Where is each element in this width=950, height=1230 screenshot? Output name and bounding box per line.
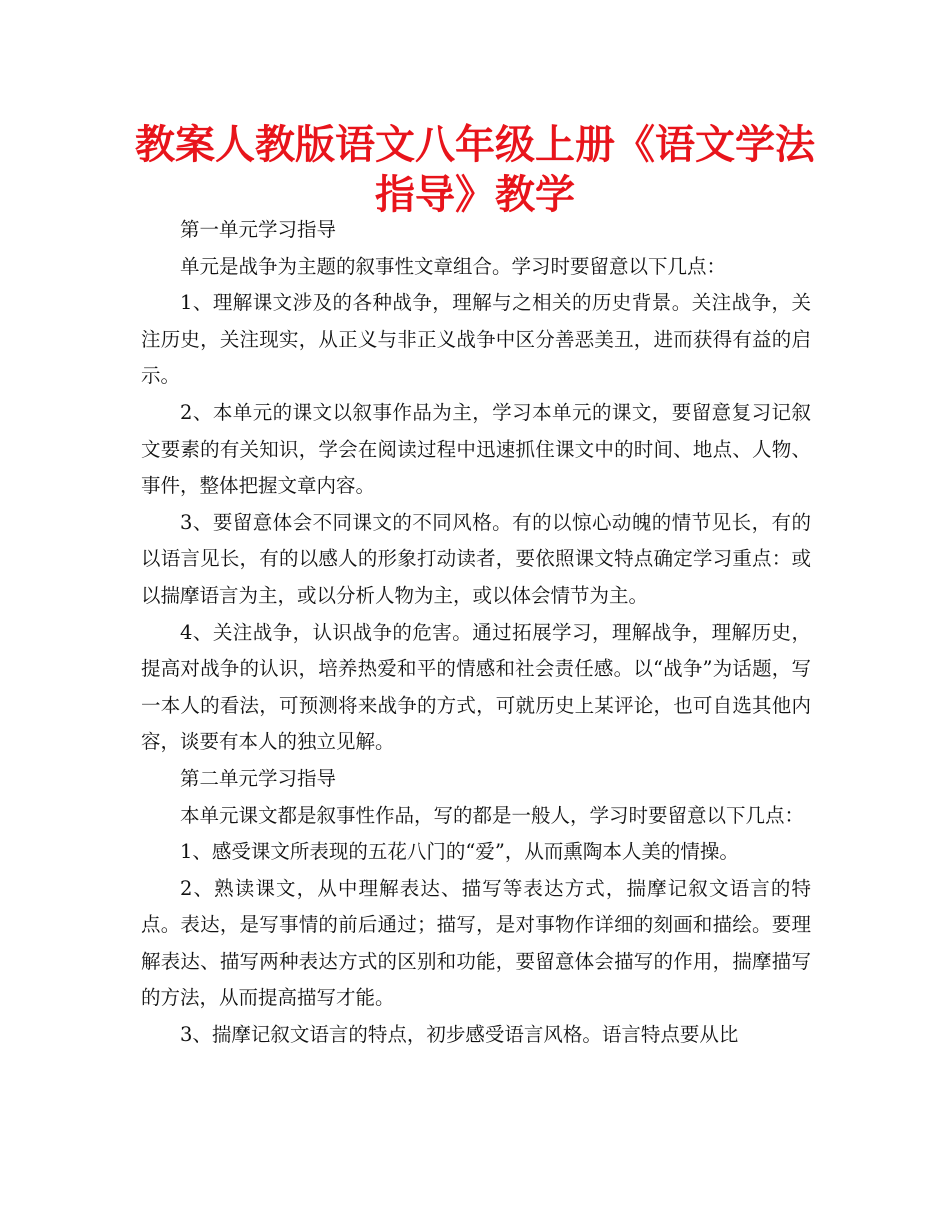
paragraph-unit-2-point-1: 1、感受课文所表现的五花八门的“爱”，从而熏陶本人美的情操。 [180,840,739,864]
paragraph-unit-1-intro: 单元是战争为主题的叙事性文章组合。学习时要留意以下几点： [180,254,727,278]
document-title: 教案人教版语文八年级上册《语文学法指导》教学 [135,122,815,218]
paragraph-unit-1-point-3: 3、要留意体会不同课文的不同风格。有的以惊心动魄的情节见长，有的以语言见长，有的以感人的形象打动读者，要依照课文特点确定学习重点：或以揣摩语言为主，或以分析人物为主，或以体会情节为主。 [141,510,811,607]
section-heading-unit-1: 第一单元学习指导 [180,218,337,241]
section-heading-unit-2: 第二单元学习指导 [180,766,337,790]
paragraph-unit-2-point-3: 3、揣摩记叙文语言的特点，初步感受语言风格。语言特点要从比 [180,1023,739,1047]
paragraph-unit-2-intro: 本单元课文都是叙事性作品，写的都是一般人，学习时要留意以下几点： [180,803,805,827]
paragraph-unit-1-point-1: 1、理解课文涉及的各种战争，理解与之相关的历史背景。关注战争，关注历史，关注现实，从正义与非正义战争中区分善恶美丑，进而获得有益的启示。 [141,291,811,388]
paragraph-unit-1-point-2: 2、本单元的课文以叙事作品为主，学习本单元的课文，要留意复习记叙文要素的有关知识，学会在阅读过程中迅速抓住课文中的时间、地点、人物、事件，整体把握文章内容。 [141,400,811,498]
document-body [141,212,811,1054]
paragraph-unit-1-point-4: 4、关注战争，认识战争的危害。通过拓展学习，理解战争，理解历史，提高对战争的认识，培养热爱和平的情感和社会责任感。以“战争”为话题，写一本人的看法，可预测将来战争的方式，可就历史上某评论，也可自选其他内容，谈要有本人的独立见解。 [141,620,811,754]
paragraph-unit-2-point-2: 2、熟读课文，从中理解表达、描写等表达方式，揣摩记叙文语言的特点。表达，是写事情的前后通过；描写，是对事物作详细的刻画和描绘。要理解表达、描写两种表达方式的区别和功能，要留意体会描写的作用，揣摩描写的方法，从而提高描写才能。 [141,876,811,1010]
